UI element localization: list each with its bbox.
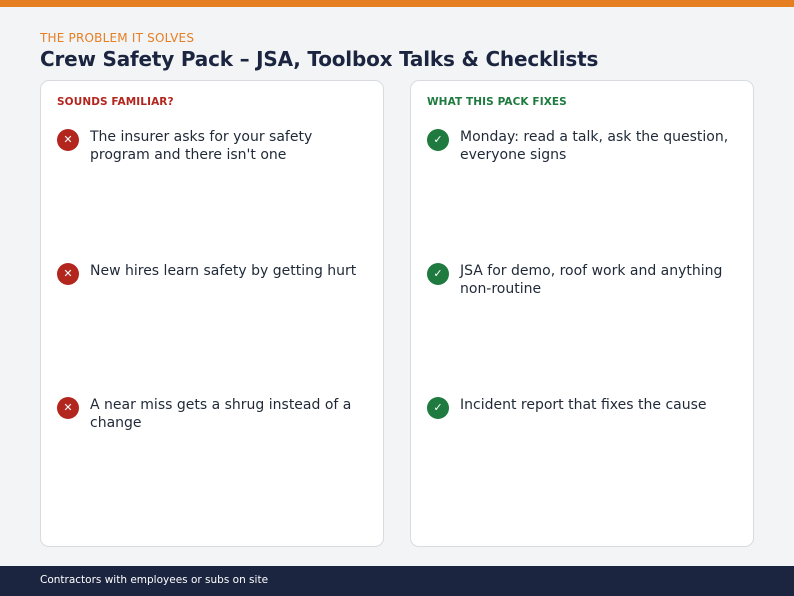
x-circle-icon: ✕ [57, 397, 79, 419]
footer-bar [0, 566, 794, 596]
fixes-card [410, 80, 754, 547]
page-title: Crew Safety Pack – JSA, Toolbox Talks & Checklists [40, 47, 599, 71]
x-circle-icon: ✕ [57, 263, 79, 285]
fix-item [427, 397, 739, 419]
footer-text: Contractors with employees or subs on site [40, 574, 269, 586]
check-circle-icon: ✓ [427, 129, 449, 151]
fix-item-text: JSA for demo, roof work and anything non-routine [460, 263, 723, 297]
x-circle-icon: ✕ [57, 129, 79, 151]
fix-item-text: Incident report that fixes the cause [460, 397, 707, 413]
problem-item [57, 129, 369, 164]
problem-item [57, 397, 369, 432]
top-accent-bar [0, 0, 794, 7]
problems-card [40, 80, 384, 547]
fixes-heading: WHAT THIS PACK FIXES [427, 96, 567, 108]
check-circle-icon: ✓ [427, 263, 449, 285]
check-circle-icon: ✓ [427, 397, 449, 419]
problems-heading: SOUNDS FAMILIAR? [57, 96, 174, 108]
problem-item-text: New hires learn safety by getting hurt [90, 263, 357, 279]
problem-item [57, 263, 369, 285]
problem-item-text: The insurer asks for your safety program and there isn't one [90, 129, 313, 163]
fix-item [427, 129, 739, 164]
fix-item-text: Monday: read a talk, ask the question, everyone signs [460, 129, 729, 163]
section-eyebrow: THE PROBLEM IT SOLVES [40, 31, 195, 45]
fix-item [427, 263, 739, 298]
problem-item-text: A near miss gets a shrug instead of a change [90, 397, 352, 431]
